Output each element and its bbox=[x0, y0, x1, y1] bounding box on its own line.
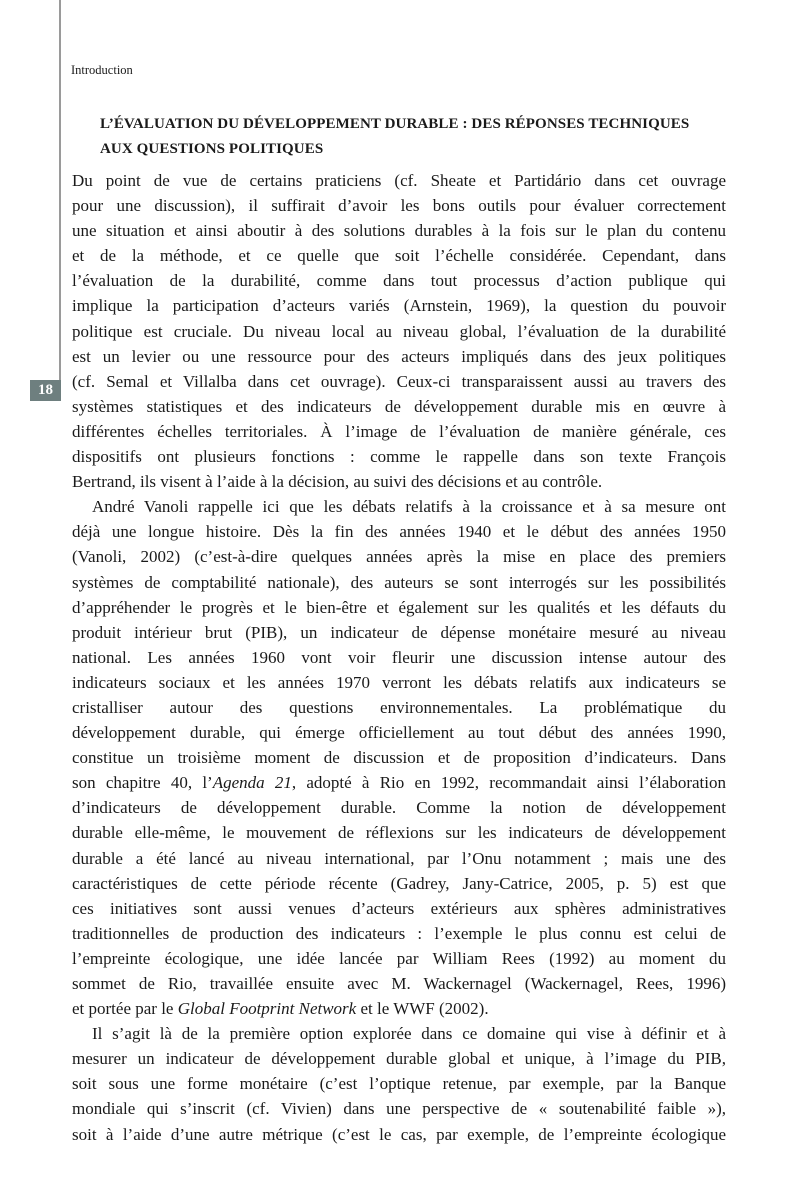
text-line bbox=[72, 268, 726, 293]
text-segment: systèmes statistiques et des indicateurs de développement durable mis en œuvre à bbox=[72, 396, 726, 416]
text-line bbox=[72, 1021, 726, 1046]
italic-text: Agenda 21 bbox=[212, 773, 292, 793]
margin-rule bbox=[59, 0, 61, 381]
text-line bbox=[72, 946, 726, 971]
text-line bbox=[72, 1046, 726, 1071]
text-line bbox=[72, 1122, 726, 1147]
text-segment: sommet de Rio, travaillée ensuite avec M. Wackernagel (Wackernagel, Rees, 1996) bbox=[72, 974, 726, 993]
text-segment: constitue un troisième moment de discussion et de proposition d’indicateurs. Dans bbox=[72, 748, 726, 768]
section-heading bbox=[100, 112, 689, 162]
text-segment: Il s’agit là de la première option explorée dans ce domaine qui vise à définir et à bbox=[92, 1024, 726, 1044]
text-line bbox=[72, 1071, 726, 1096]
text-line bbox=[72, 595, 726, 620]
text-segment: , adopté à Rio en 1992, recommandait ainsi l’élaboration bbox=[291, 773, 726, 793]
text-segment: systèmes de comptabilité nationale), des auteurs se sont interrogés sur les possibilités bbox=[72, 572, 726, 592]
text-segment: (Vanoli, 2002) (c’est-à-dire quelques années après la mise en place des premiers bbox=[72, 547, 726, 567]
text-segment: une situation et ainsi aboutir à des solutions durables à la fois sur le plan du contenu bbox=[72, 221, 726, 241]
text-line bbox=[72, 720, 726, 745]
text-segment: durable a été lancé au niveau international, par l’Onu notamment ; mais une des bbox=[72, 848, 726, 868]
text-segment: produit intérieur brut (PIB), un indicateur de dépense monétaire mesuré au niveau bbox=[72, 622, 726, 642]
text-line bbox=[72, 419, 726, 444]
text-line bbox=[72, 770, 726, 795]
text-segment: pour une discussion), il suffirait d’avoir les bons outils pour évaluer correctement bbox=[72, 196, 726, 216]
text-line bbox=[72, 218, 726, 243]
text-line bbox=[72, 519, 726, 544]
text-line bbox=[72, 168, 726, 193]
running-header: Introduction bbox=[71, 63, 133, 77]
text-segment: et de la méthode, et ce quelle que soit l’échelle considérée. Cependant, dans bbox=[72, 246, 726, 266]
text-segment: et le WWF (2002). bbox=[356, 999, 489, 1019]
italic-text: Global Footprint Network bbox=[177, 999, 357, 1019]
text-line bbox=[72, 570, 726, 595]
text-line bbox=[72, 369, 726, 394]
text-line bbox=[72, 469, 726, 494]
text-segment: implique la participation d’acteurs variés (Arnstein, 1969), la question du pouvoir bbox=[72, 296, 726, 316]
text-line bbox=[72, 193, 726, 218]
text-segment: André Vanoli rappelle ici que les débats relatifs à la croissance et à sa mesure ont bbox=[92, 497, 726, 517]
text-line bbox=[72, 620, 726, 645]
text-segment: développement durable, qui émerge officiellement au tout début des années 1990, bbox=[72, 723, 726, 743]
text-segment: son chapitre 40, l’ bbox=[72, 773, 213, 793]
text-line bbox=[72, 846, 726, 871]
text-line bbox=[72, 896, 726, 921]
page-number: 18 bbox=[30, 380, 61, 401]
body-text bbox=[72, 168, 726, 1147]
text-segment: caractéristiques de cette période récente (Gadrey, Jany-Catrice, 2005, p. 5) est que bbox=[72, 873, 726, 893]
text-line bbox=[72, 670, 726, 695]
text-segment: durable elle-même, le mouvement de réflexions sur les indicateurs de développement bbox=[72, 823, 726, 843]
text-segment: dispositifs ont plusieurs fonctions : comme le rappelle dans son texte François bbox=[72, 447, 726, 467]
paragraph bbox=[72, 1021, 726, 1146]
text-line bbox=[72, 971, 726, 996]
text-segment: national. Les années 1960 vont voir fleurir une discussion intense autour des bbox=[72, 647, 726, 667]
text-line bbox=[72, 645, 726, 670]
text-segment: mondiale qui s’inscrit (cf. Vivien) dans une perspective de « soutenabilité faible »), bbox=[72, 1099, 726, 1119]
heading-line: L’ÉVALUATION DU DÉVELOPPEMENT DURABLE : DES RÉPONSES TECHNIQUES bbox=[100, 116, 690, 132]
text-segment: soit à l’aide d’une autre métrique (c’est le cas, par exemple, de l’empreinte écologique bbox=[72, 1124, 726, 1144]
text-segment: mesurer un indicateur de développement durable global et unique, à l’image du PIB, bbox=[72, 1049, 726, 1069]
text-line bbox=[72, 394, 726, 419]
text-segment: (cf. Semal et Villalba dans cet ouvrage). Ceux-ci transparaissent aussi au travers des bbox=[72, 371, 726, 391]
text-line bbox=[72, 319, 726, 344]
text-segment: différentes échelles territoriales. À l’image de l’évaluation de manière générale, ces bbox=[72, 421, 726, 441]
text-line bbox=[72, 293, 726, 318]
paragraph bbox=[72, 168, 726, 494]
text-segment: traditionnelles de production des indicateurs : l’exemple le plus connu est celui de bbox=[72, 923, 726, 943]
text-segment: soit sous une forme monétaire (c’est l’optique retenue, par exemple, par la Banque bbox=[72, 1074, 726, 1094]
heading-line: AUX QUESTIONS POLITIQUES bbox=[100, 141, 324, 157]
text-segment: l’évaluation de la durabilité, comme dans tout processus d’action publique qui bbox=[72, 271, 726, 291]
text-line bbox=[72, 344, 726, 369]
text-line bbox=[72, 444, 726, 469]
text-line bbox=[72, 695, 726, 720]
text-line bbox=[72, 1096, 726, 1121]
text-segment: d’appréhender le progrès et le bien-être et également sur les qualités et les défauts du bbox=[72, 597, 726, 617]
text-line bbox=[72, 795, 726, 820]
text-segment: déjà une longue histoire. Dès la fin des années 1940 et le début des années 1950 bbox=[72, 522, 726, 542]
text-segment: d’indicateurs de développement durable. Comme la notion de développement bbox=[72, 798, 726, 818]
text-line bbox=[72, 820, 726, 845]
text-segment: et portée par le bbox=[72, 999, 178, 1019]
text-segment: ces initiatives sont aussi venues d’acteurs extérieurs aux sphères administratives bbox=[72, 898, 726, 918]
text-segment: Bertrand, ils visent à l’aide à la décision, au suivi des décisions et au contrôle. bbox=[72, 472, 603, 492]
text-segment: Du point de vue de certains praticiens (cf. Sheate et Partidário dans cet ouvrage bbox=[72, 171, 726, 190]
text-segment: cristalliser autour des questions environnementales. La problématique du bbox=[72, 697, 726, 717]
text-segment: l’empreinte écologique, une idée lancée par William Rees (1992) au moment du bbox=[72, 948, 726, 968]
text-line bbox=[72, 494, 726, 519]
text-segment: politique est cruciale. Du niveau local au niveau global, l’évaluation de la durabilité bbox=[72, 321, 726, 341]
text-segment: est un levier ou une ressource pour des acteurs impliqués dans des jeux politiques bbox=[72, 346, 726, 366]
text-line bbox=[72, 871, 726, 896]
text-line bbox=[72, 745, 726, 770]
text-line bbox=[72, 243, 726, 268]
paragraph bbox=[72, 494, 726, 1021]
text-segment: indicateurs sociaux et les années 1970 verront les débats relatifs aux indicateurs se bbox=[72, 672, 726, 692]
text-line bbox=[72, 921, 726, 946]
text-line bbox=[72, 544, 726, 569]
text-line bbox=[72, 996, 726, 1021]
